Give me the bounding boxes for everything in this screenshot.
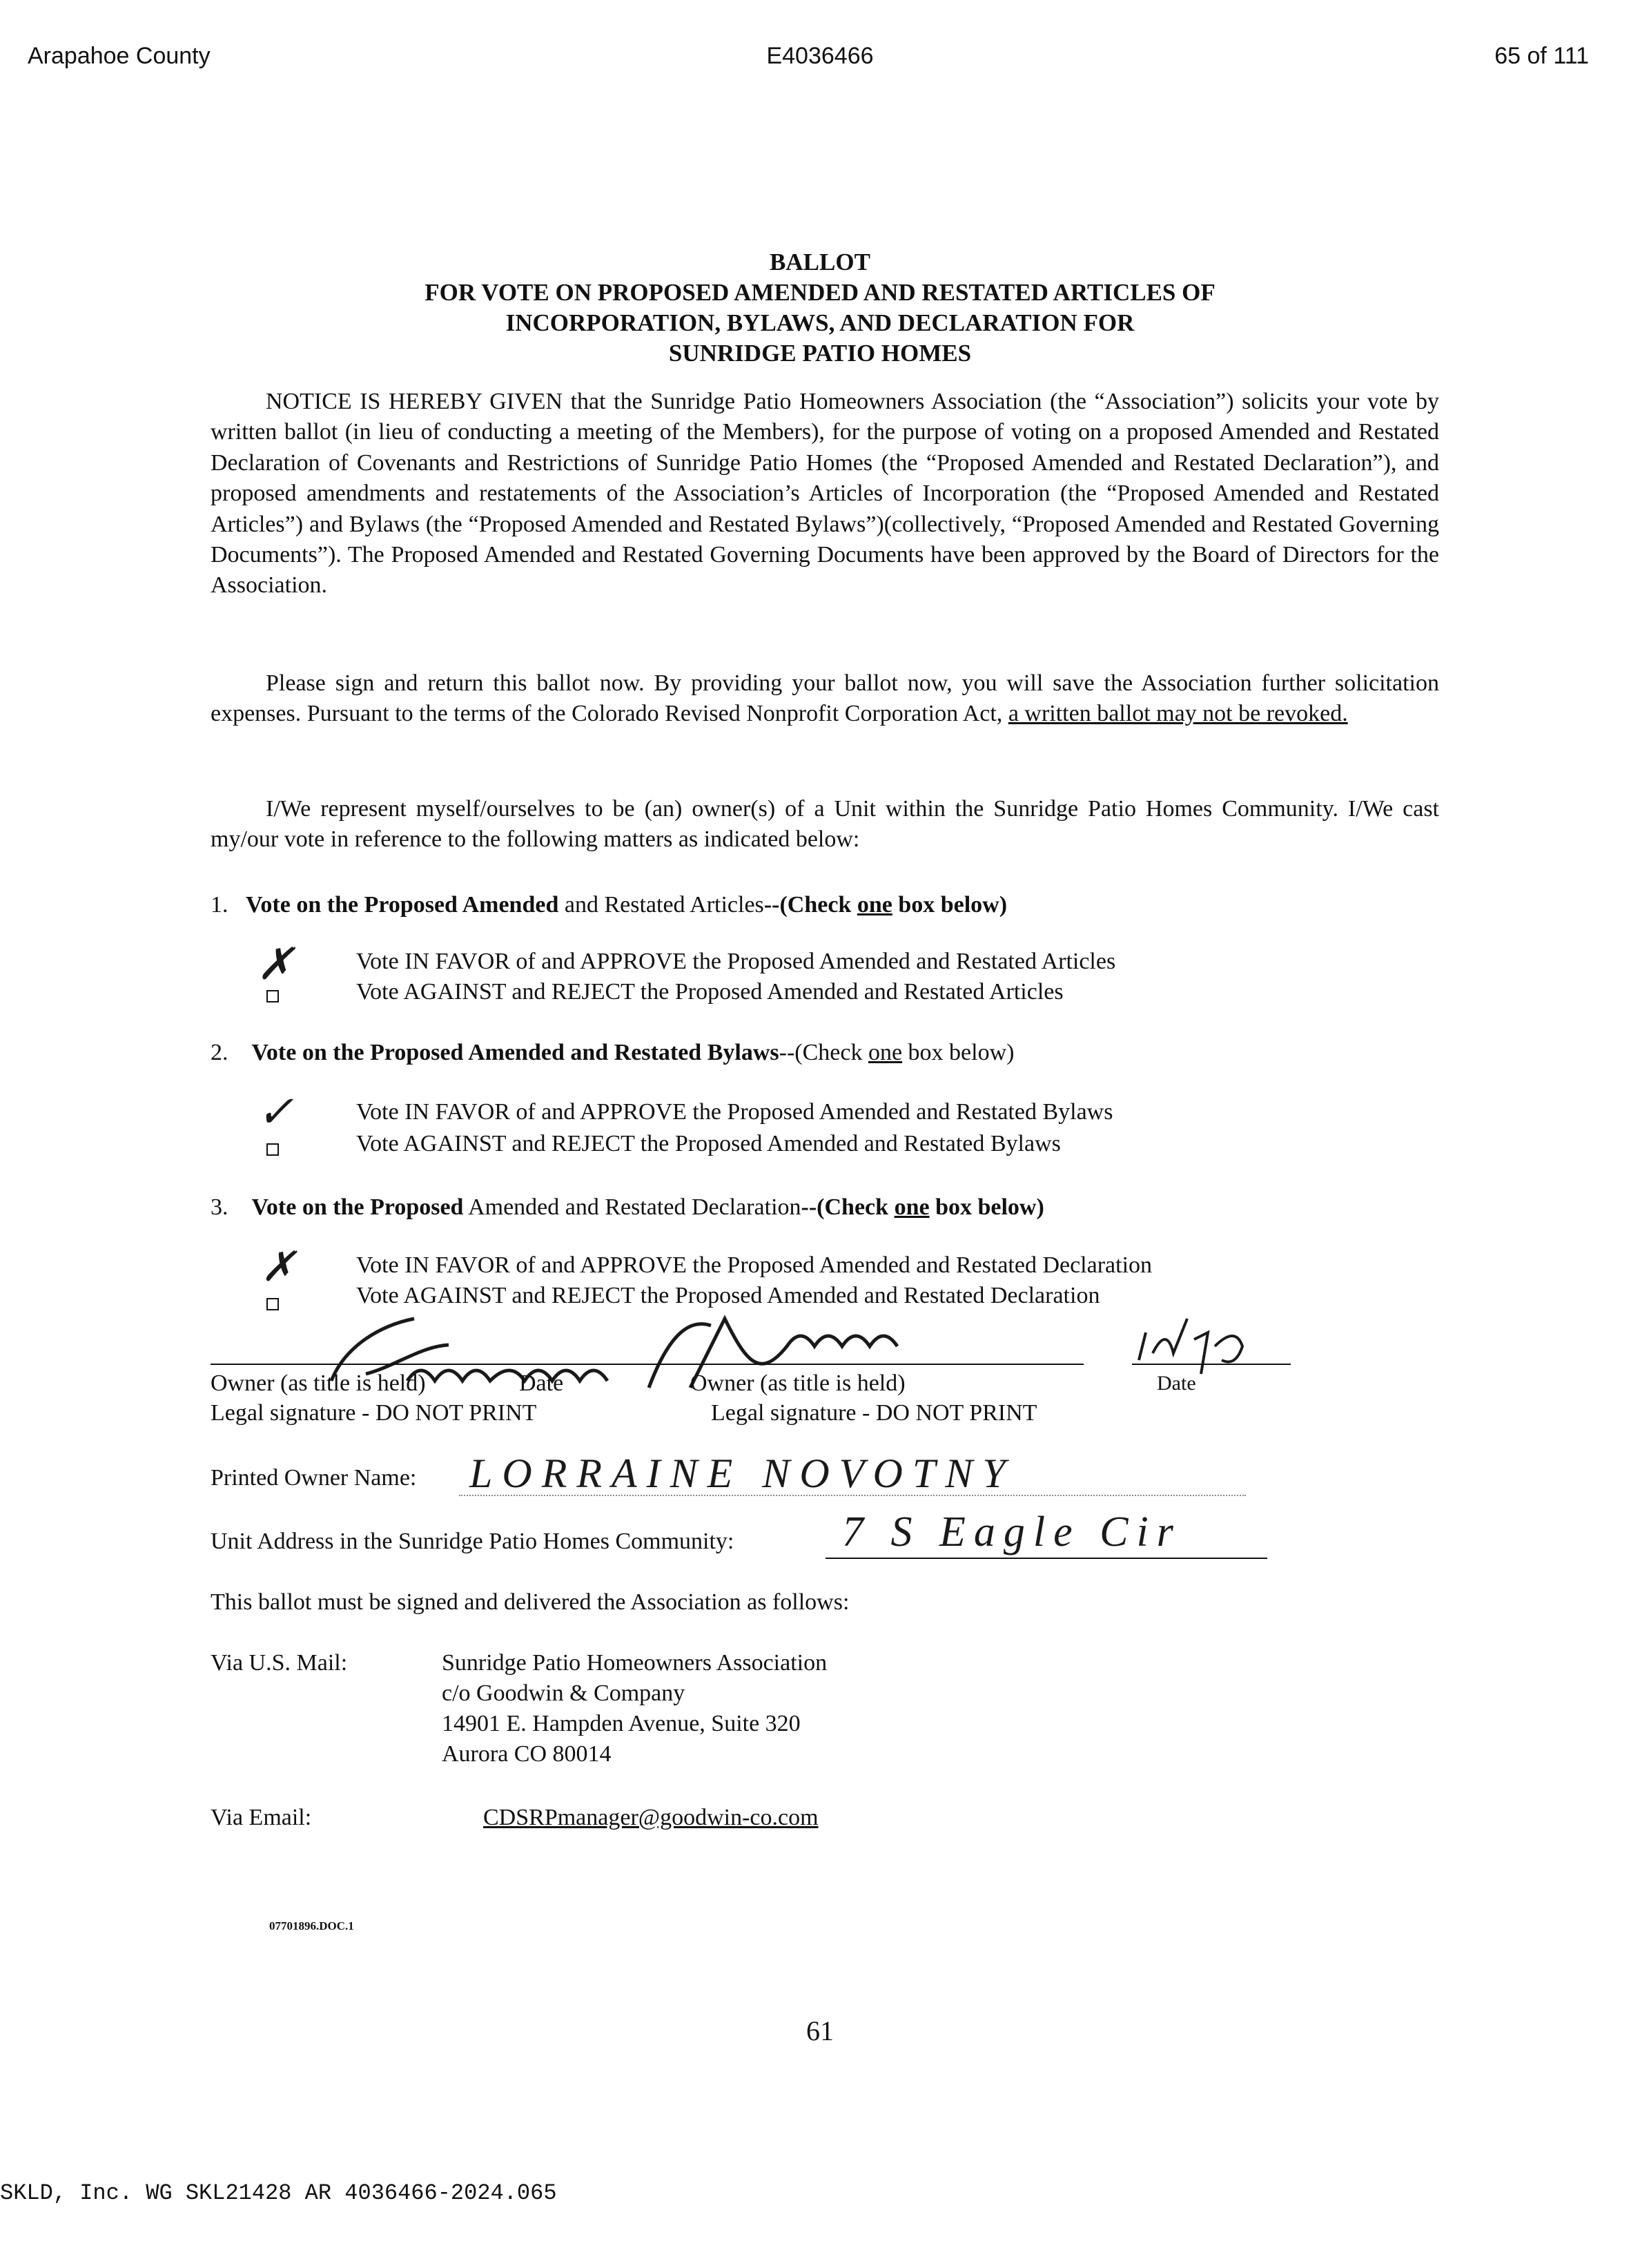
page-number: 61 [806, 2015, 834, 2046]
vote-3-favor-checkmark-icon: ✗ [261, 1244, 296, 1290]
unit-address-line [826, 1558, 1267, 1559]
email-link[interactable]: CDSRPmanager@goodwin-co.com [483, 1805, 819, 1830]
vote-2-check: --(Check [779, 1040, 868, 1065]
vote-3-favor-option: Vote IN FAVOR of and APPROVE the Proposed Amended and Restated Declaration [356, 1252, 1153, 1278]
vote-2-favor-checkmark-icon: ✓ [257, 1087, 294, 1136]
legal-signature-2-note: Legal signature - DO NOT PRINT [711, 1400, 1037, 1426]
header-page-count: 65 of 111 [1494, 43, 1589, 69]
signature-line-owners [211, 1364, 1084, 1365]
vote-1-heading [211, 892, 1007, 918]
title-line-3: INCORPORATION, BYLAWS, AND DECLARATION FOR [505, 309, 1135, 336]
vote-1-number: 1. [211, 892, 228, 918]
printed-owner-name-line [459, 1495, 1246, 1496]
vote-1-box-below: box below) [892, 892, 1008, 918]
vote-1-favor-option: Vote IN FAVOR of and APPROVE the Proposed Amended and Restated Articles [356, 949, 1116, 974]
mail-line-3: 14901 E. Hampden Avenue, Suite 320 [442, 1711, 801, 1736]
vote-3-against-checkbox[interactable] [266, 1298, 279, 1310]
vote-1-bold: Vote on the Proposed Amended [246, 892, 559, 918]
email-label: Via Email: [211, 1805, 312, 1830]
vote-3-heading [211, 1194, 1044, 1221]
date-1-label: Date [519, 1370, 564, 1396]
header-county: Arapahoe County [28, 43, 211, 69]
please-text: Please sign and return this ballot now. By providing your ballot now, you will save the Association further solicitation expenses. Pursuant to the terms of the Colorado Revised Nonprofit Corporation Act, [211, 670, 1439, 727]
vote-1-one: one [857, 892, 892, 918]
vote-2-number: 2. [211, 1040, 228, 1065]
vote-2-box-below: box below) [902, 1040, 1015, 1065]
vote-2-favor-option: Vote IN FAVOR of and APPROVE the Proposed Amended and Restated Bylaws [356, 1099, 1113, 1125]
vote-3-one: one [894, 1194, 930, 1220]
title-line-4: SUNRIDGE PATIO HOMES [668, 340, 972, 367]
mail-line-1: Sunridge Patio Homeowners Association [442, 1650, 828, 1676]
represent-paragraph [211, 794, 1439, 855]
vote-2-against-option: Vote AGAINST and REJECT the Proposed Amended and Restated Bylaws [356, 1131, 1061, 1156]
title-line-1: BALLOT [770, 249, 870, 275]
legal-signature-1-note: Legal signature - DO NOT PRINT [211, 1400, 537, 1426]
vote-2-heading [211, 1040, 1014, 1066]
vote-2-against-checkbox[interactable] [266, 1143, 279, 1156]
mail-label: Via U.S. Mail: [211, 1650, 348, 1676]
vote-3-number: 3. [211, 1194, 228, 1220]
vote-3-box-below: box below) [929, 1194, 1044, 1220]
vote-1-normal: and Restated Articles [558, 892, 764, 918]
vote-1-favor-checkmark-icon: ✗ [257, 940, 294, 989]
mail-line-4: Aurora CO 80014 [442, 1741, 612, 1767]
vote-1-against-option: Vote AGAINST and REJECT the Proposed Amended and Restated Articles [356, 979, 1064, 1005]
notice-paragraph [211, 387, 1439, 601]
date-2-label: Date [1157, 1372, 1196, 1395]
please-underlined: a written ballot may not be revoked. [1008, 701, 1348, 727]
vote-3-against-option: Vote AGAINST and REJECT the Proposed Amended and Restated Declaration [356, 1283, 1100, 1308]
unit-address-value[interactable]: 7 S Eagle Cir [842, 1509, 1182, 1555]
represent-text: I/We represent myself/ourselves to be (an) owner(s) of a Unit within the Sunridge Patio Homes Community. I/We cast my/our vote in reference to the following matters as indicated below: [211, 796, 1439, 853]
vote-2-bold: Vote on the Proposed Amended and Restated Bylaws [251, 1040, 779, 1065]
printed-owner-name-value[interactable]: LORRAINE NOVOTNY [469, 1451, 1015, 1496]
vote-3-normal: Amended and Restated Declaration [463, 1194, 801, 1220]
vote-3-bold: Vote on the Proposed [251, 1194, 464, 1220]
vote-2-one: one [868, 1040, 903, 1065]
notice-text: NOTICE IS HEREBY GIVEN that the Sunridge Patio Homeowners Association (the “Association”) solicits your vote by written ballot (in lieu of conducting a meeting of the Members), for the purpose of voting on a proposed Amended and Restated Declaration of Covenants and Restrictions of Sunridge Patio Homes (the “Proposed Amended and Restated Declaration”), and proposed amendments and restatements of the Association’s Articles of Incorporation (the “Proposed Amended and Restated Articles”) and Bylaws (the “Proposed Amended and Restated Bylaws”)(collectively, “Proposed Amended and Restated Governing Documents”). The Proposed Amended and Restated Governing Documents have been approved by the Board of Directors for the Association. [211, 389, 1439, 599]
unit-address-label: Unit Address in the Sunridge Patio Homes Community: [211, 1529, 734, 1554]
vote-1-check: --(Check [763, 892, 857, 918]
owner-2-label: Owner (as title is held) [690, 1370, 906, 1396]
please-paragraph [211, 668, 1439, 730]
printed-owner-name-label: Printed Owner Name: [211, 1465, 417, 1491]
owner-1-label: Owner (as title is held) [211, 1370, 426, 1396]
title-line-2: FOR VOTE ON PROPOSED AMENDED AND RESTATED ARTICLES OF [424, 279, 1216, 306]
mail-line-2: c/o Goodwin & Company [442, 1680, 685, 1706]
footer-recording-info: SKLD, Inc. WG SKL21428 AR 4036466-2024.065 [0, 2180, 557, 2206]
header-reception-number: E4036466 [766, 43, 874, 69]
delivery-intro: This ballot must be signed and delivered the Association as follows: [211, 1589, 850, 1615]
vote-1-against-checkbox[interactable] [266, 990, 279, 1002]
signature-line-date [1132, 1364, 1291, 1365]
vote-3-check: --(Check [801, 1194, 895, 1220]
document-code: 07701896.DOC.1 [269, 1919, 354, 1932]
